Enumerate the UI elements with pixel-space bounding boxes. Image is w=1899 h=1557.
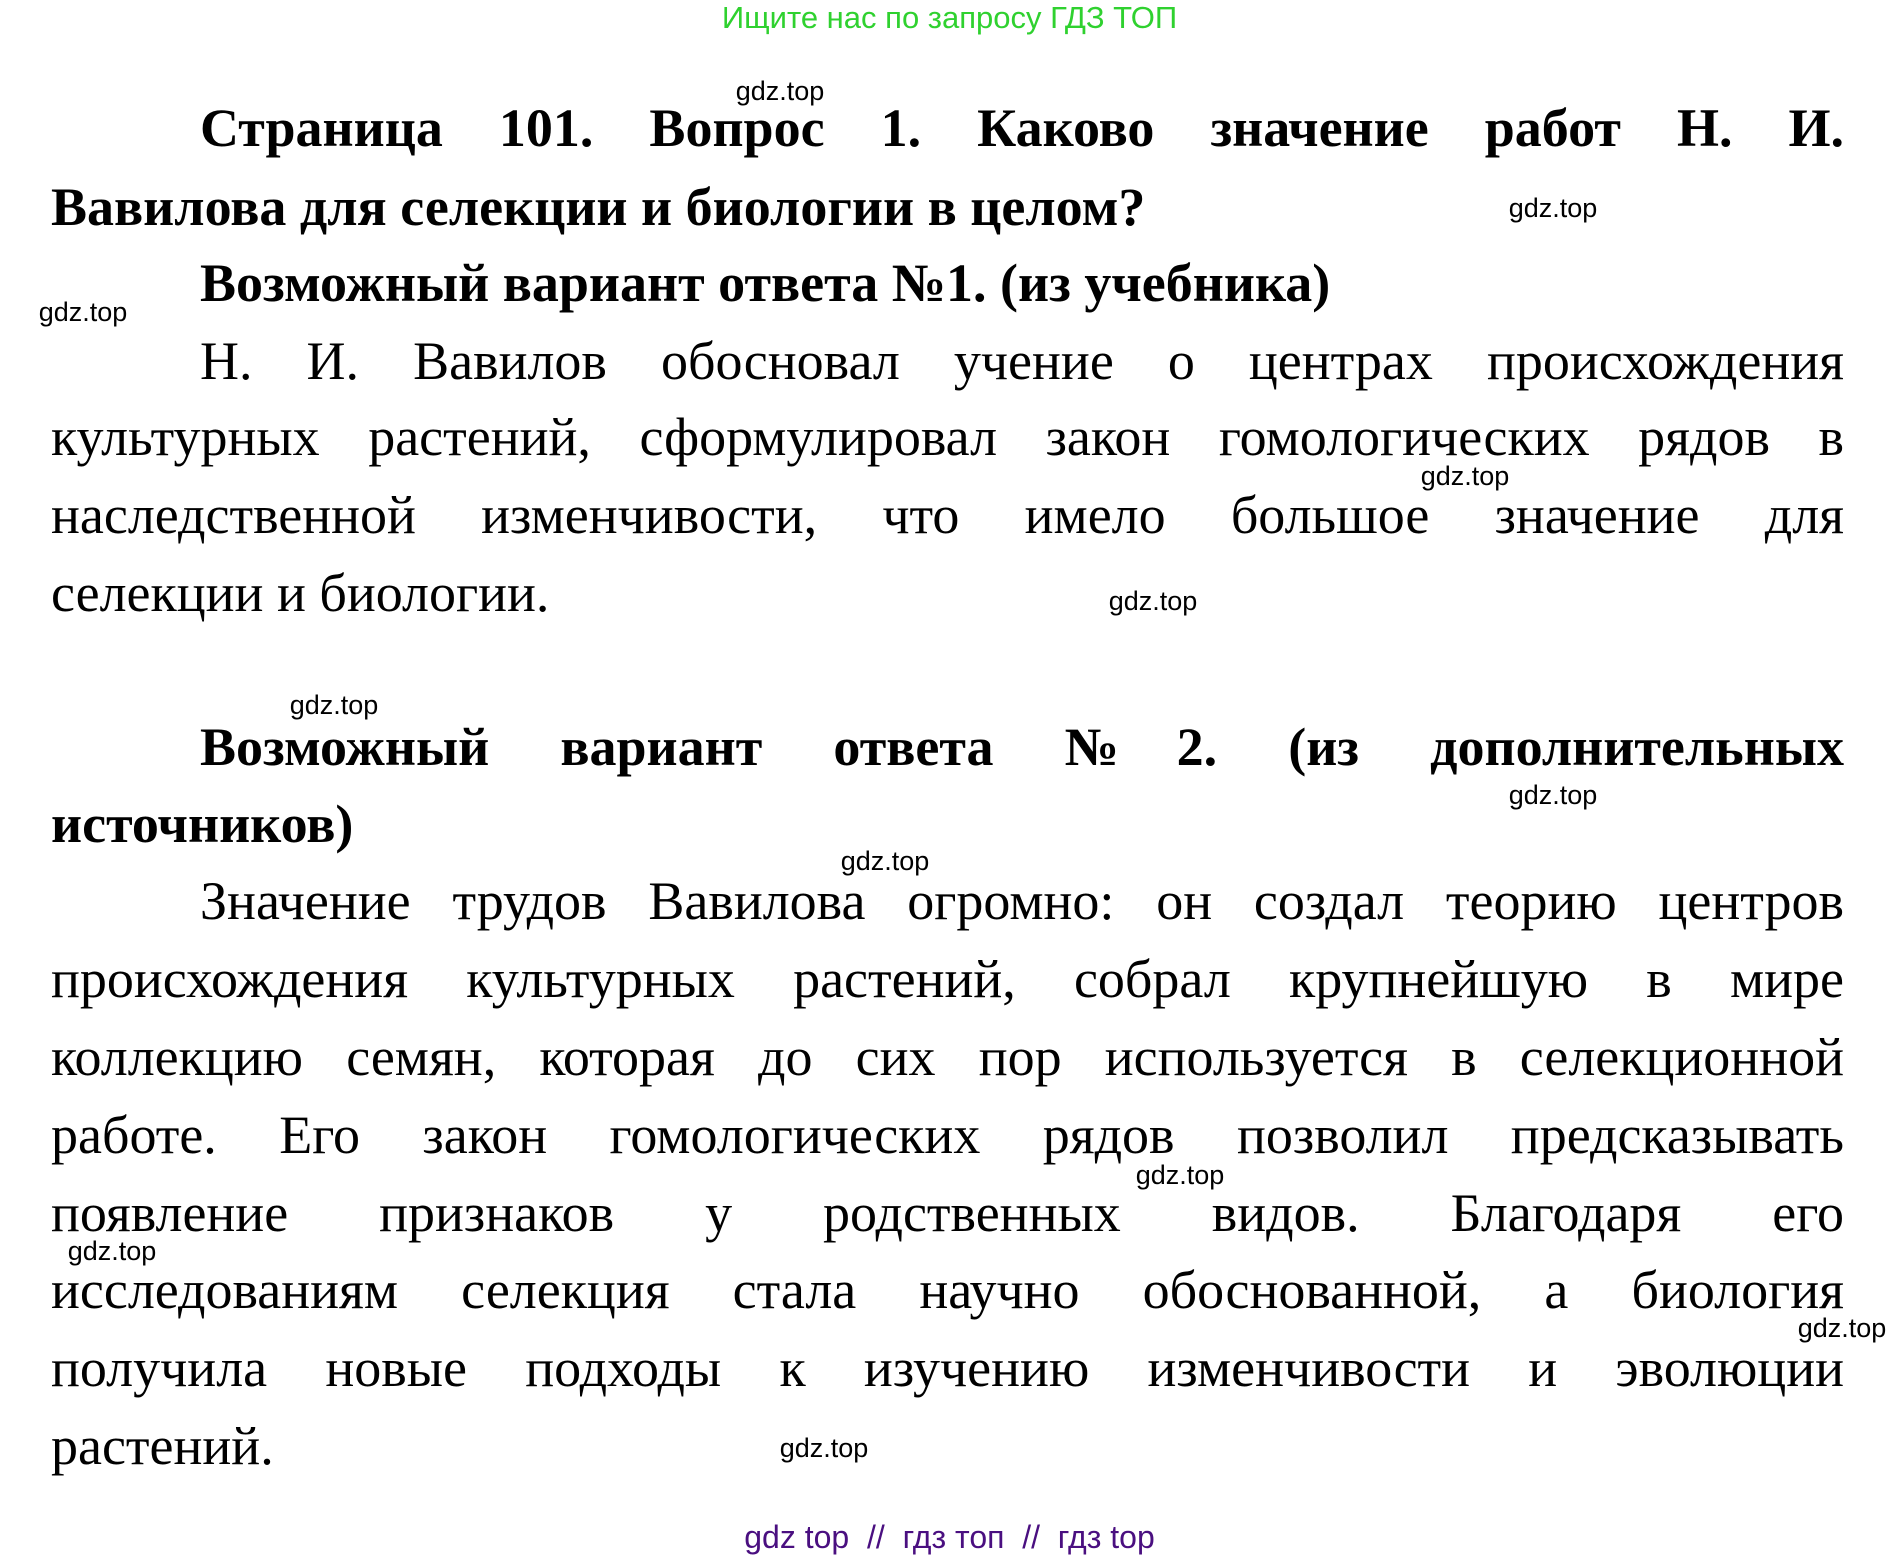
answer2-line: появление признаков у родственных видов. Благодаря его: [51, 1183, 1844, 1243]
watermark: gdz.top: [1135, 1160, 1225, 1190]
answer1-line: Н. И. Вавилов обосновал учение о центрах происхождения: [200, 331, 1844, 391]
answer2-title-line-2: источников): [51, 794, 354, 854]
watermark: gdz.top: [38, 297, 128, 327]
watermark: gdz.top: [840, 846, 930, 876]
watermark: gdz.top: [779, 1433, 869, 1463]
watermark: gdz.top: [735, 76, 825, 106]
answer2-title-line-1: Возможный вариант ответа №2. (из дополнительных: [200, 717, 1844, 777]
answer2-line: происхождения культурных растений, собрал крупнейшую в мире: [51, 949, 1844, 1009]
question-line-2: Вавилова для селекции и биологии в целом?: [51, 177, 1146, 237]
question-line-1: Страница 101. Вопрос 1. Каково значение работ Н. И.: [200, 98, 1844, 158]
answer2-line: растений.: [51, 1416, 274, 1476]
watermark: gdz.top: [67, 1236, 157, 1266]
watermark: gdz.top: [1508, 193, 1598, 223]
answer2-line: получила новые подходы к изучению изменчивости и эволюции: [51, 1338, 1844, 1398]
answer1-title: Возможный вариант ответа №1. (из учебника): [200, 253, 1331, 313]
watermark: gdz.top: [1797, 1313, 1887, 1343]
answer1-line: селекции и биологии.: [51, 563, 550, 623]
answer2-line: коллекцию семян, которая до сих пор используется в селекционной: [51, 1027, 1844, 1087]
promo-banner[interactable]: Ищите нас по запросу ГДЗ ТОП: [721, 0, 1178, 35]
footer-links[interactable]: gdz top // гдз топ // гдз top: [744, 1519, 1155, 1555]
watermark: gdz.top: [1420, 461, 1510, 491]
answer2-line: работе. Его закон гомологических рядов позволил предсказывать: [51, 1105, 1844, 1165]
answer1-line: наследственной изменчивости, что имело большое значение для: [51, 485, 1844, 545]
answer2-line: исследованиям селекция стала научно обоснованной, а биология: [51, 1260, 1844, 1320]
watermark: gdz.top: [1108, 586, 1198, 616]
answer2-line: Значение трудов Вавилова огромно: он создал теорию центров: [200, 871, 1844, 931]
watermark: gdz.top: [289, 690, 379, 720]
answer1-line: культурных растений, сформулировал закон гомологических рядов в: [51, 407, 1844, 467]
watermark: gdz.top: [1508, 780, 1598, 810]
